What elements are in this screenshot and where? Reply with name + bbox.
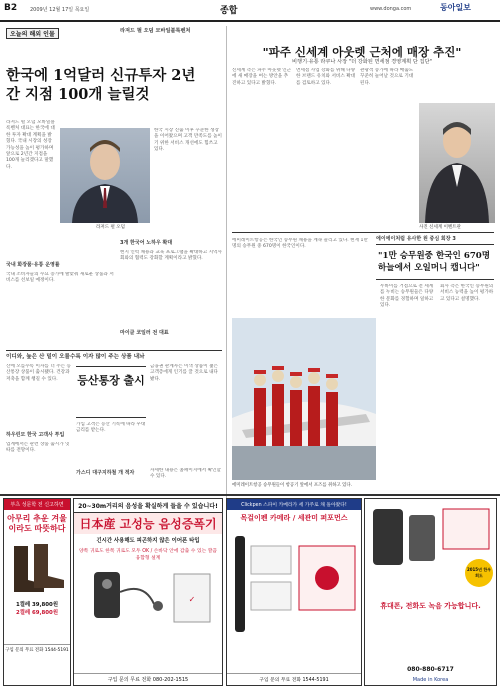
story1-body-col4: 현지 인력 채용과 교육 프로그램을 확대하고 지역사회와의 협력도 강화할 계획이라고 밝혔다.: [120, 250, 222, 262]
ad2-sub: 긴시간 사용해도 피곤하지 않은 이어폰 타입: [96, 538, 200, 544]
ad4-made: Made in Korea: [412, 677, 449, 683]
story3-body-col5: 자세한 내용은 홈페이지에서 확인할 수 있다.: [150, 468, 221, 480]
story2-photo-caption: 사진 신세계 이벤트관: [419, 225, 461, 230]
ad2-title: 日本産 고성능 음성증폭기: [74, 513, 222, 534]
ad1-price2: 2켤레 69,800원: [15, 610, 59, 616]
page-header: [0, 0, 500, 22]
story1-subhead2: 3개 한국어 노하우 확대: [120, 240, 173, 246]
story1-body-col2: 한국 시장 진출 이후 꾸준한 성장을 이어왔으며 고객 만족도를 높이기 위한 서비스 개선에도 힘쓰고 있다.: [154, 128, 222, 153]
story3-body-col4: 업계에서는 관련 상품 출시가 잇따를 전망이다.: [6, 442, 70, 454]
ad4-badge: 2015년 한우 회도: [465, 559, 493, 587]
publisher-logo: 동아일보: [440, 3, 471, 12]
pen-camera-image-icon: [227, 526, 361, 646]
airplane-photo-icon: [232, 318, 376, 480]
ad-divider: [0, 494, 500, 496]
ad-boots[interactable]: [3, 498, 71, 686]
date-line: 2009년 12월 17일 목요일: [30, 7, 90, 13]
ad-phone-recorder[interactable]: [364, 498, 497, 686]
ad3-top: Clickpen 스파이 카메라가 세 가주로 채 돌아왔다!: [227, 499, 361, 510]
story3-kicker: 등산통장 출시: [77, 374, 145, 387]
story3-title: 이디와, 높은 산 밑이 오를수록 이자 많이 주는 상품 내놔: [6, 354, 145, 360]
section-divider: [6, 350, 222, 351]
ad3-title: 목걸이펜 카메라 / 세관미 퍼포먼스: [240, 514, 348, 522]
story2-body-col1: 신세계 측은 파주 아웃렛 인근에 새 매장을 여는 방안을 추진하고 있다고 밝혔다.: [232, 68, 292, 86]
ad2-top: 20~30m거리의 음성을 확실하게 들을 수 있습니다!: [74, 499, 222, 513]
story1-subhead1: 국내 화장품·유통 운영률: [6, 262, 60, 268]
story1-kicker: 오늘의 해외 인물: [6, 28, 59, 39]
story3-body-col2: 가입 고객은 등산 기록에 따라 우대금리를 받는다.: [76, 422, 146, 434]
story3-body-col1: 산에 오를수록 이자를 더 주는 등산통장 상품이 출시됐다. 건강과 저축을 함께 챙길 수 있다.: [6, 364, 71, 382]
svg-text:✓: ✓: [188, 595, 196, 604]
ad4-title: 휴대폰, 전화도 녹음 가능합니다.: [380, 602, 481, 610]
section-divider: [232, 232, 494, 233]
story3-body-col3: 금융권 관계자는 이색 상품이 젊은 고객층에게 인기를 끌 것으로 내다봤다.: [150, 364, 218, 382]
story1-body-col3: 국내 소비자들의 수요 증가에 발맞춰 새로운 상품과 서비스를 선보일 예정이다.: [6, 272, 114, 284]
person-photo-icon: [419, 103, 495, 223]
story2-body-col3: 관광객 증가에 따라 매출도 꾸준히 늘어날 것으로 기대된다.: [360, 68, 414, 86]
ad1-phone[interactable]: 구입 문의 무료 전화 1544-5191: [4, 644, 70, 653]
story1-headline: 한국에 1억달러 신규투자 2년간 지점 100개 늘릴것: [6, 67, 196, 103]
story2-quote: 비행기·유통 라쿠나 사장 "더 강화된 면세점 경영계획 단 집단": [292, 59, 432, 65]
story3-subhead: 하우린모 한국 고객사 투입: [6, 432, 65, 438]
amplifier-image-icon: [74, 562, 222, 634]
story2-headline2: "1만 승무원중 한국인 670명 하늘에서 오일머니 캡니다": [378, 251, 491, 273]
column-divider: [226, 26, 227, 566]
story2-photo: [419, 103, 495, 223]
story2-body-col4: 에미레이트항공은 한국인 승무원 채용을 계속 늘리고 있다. 현재 1만 명의 승무원 중 670명이 한국인이다.: [232, 238, 368, 250]
boots-image-icon: [4, 536, 70, 596]
airline-photo: [232, 318, 376, 480]
story1-subhead3: 마이클 코일러 전 대표: [120, 330, 169, 336]
ad1-price1: 1켤레 39,800원: [15, 602, 59, 608]
story2-photo-caption2: 에미레이트항공 승무원들이 항공기 앞에서 포즈를 취하고 있다.: [232, 483, 353, 488]
story2-body-col2: 면세점 사업 강화를 위해 다양한 브랜드 유치와 서비스 확대를 검토하고 있다.: [296, 68, 356, 86]
site-url[interactable]: www.donga.com: [370, 6, 412, 12]
ad-voice-amplifier[interactable]: [73, 498, 223, 686]
story2-headline: "파주 신세계 아웃렛 근처에 매장 추진": [262, 45, 462, 59]
story2-body-col5: 두바이를 거점으로 전 세계를 누비는 승무원들은 다양한 문화를 경험하며 일하고 있다.: [380, 284, 434, 309]
ad2-phone[interactable]: 구입 문의 무료 전화 080-202-1515: [74, 673, 222, 685]
ad1-title: 아무리 추운 겨울이라도 따뜻하다: [7, 513, 67, 533]
story1-photo: [60, 128, 150, 223]
story3-subhead2: 가스디 대구지하철 개 적자: [76, 470, 135, 476]
story2-headline2-box: [376, 244, 494, 280]
story2-kicker2: 에이에이처럼 유사한 원 중심 회장 3: [376, 236, 456, 242]
story2-body-col6: 회사 측은 한국인 승무원의 서비스 능력을 높이 평가하고 있다고 설명했다.: [440, 284, 494, 302]
story1-photo-caption: 라져드 펄 오덤: [96, 225, 125, 230]
person-photo-icon: [60, 128, 150, 223]
ad2-desc: 양쪽 귀로도 한쪽 귀로도 모두 OK / 손바닥 안에 감출 수 있는 깔끔 융합형 설계: [78, 549, 218, 561]
page-number: B2: [4, 3, 18, 13]
ad3-phone[interactable]: 구입 문의 무료 전화 1544-5191: [227, 673, 361, 685]
story1-body-col1: 라져드 펄 오덤 모바일블록벤처 대표는 한국에 대한 투자 확대 계획을 밝혔다. 국내 시장의 성장 가능성을 높이 평가하며 앞으로 2년간 지점을 100개 늘리겠다고 말했다.: [6, 120, 55, 170]
ad1-top: 부츠 성문학 전 신고하면: [4, 499, 70, 510]
ad4-phone[interactable]: 080-880-6717: [407, 666, 454, 673]
story1-byline: 라져드 펄 오덤 모바일블록벤처: [120, 28, 191, 34]
story3-kicker-box: [76, 366, 146, 418]
ad-spy-pen[interactable]: [226, 498, 362, 686]
section-name: 종합: [220, 6, 238, 16]
